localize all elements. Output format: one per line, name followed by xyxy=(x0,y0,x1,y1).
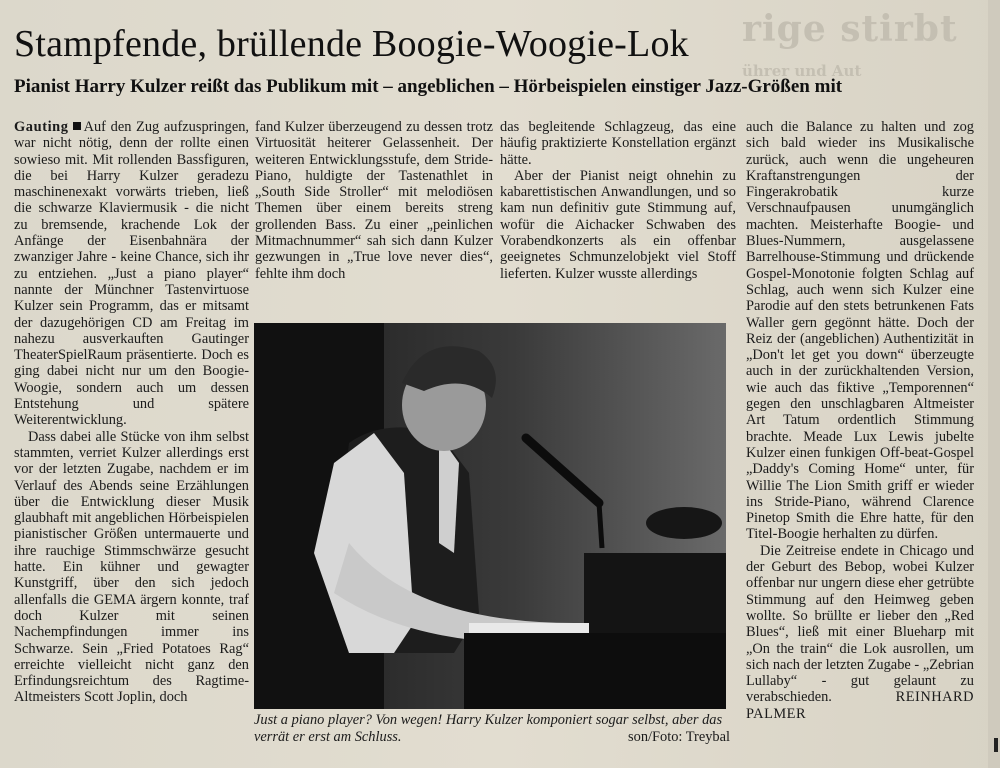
article-paragraph: fand Kulzer überzeugend zu dessen trotz Virtuosität heiterer Gelassenheit. Der weiteren Entwicklungsstufe, dem Stride-Piano, huldigte der Tastenathlet in „South Side Stroller“ mit melodiösen Themen über einem bereits streng grollenden Bass. Zu einer „peinlichen Mitmachnummer“ sah sich dann Kulzer gezwungen in „True love never dies“, fehlte ihm doch xyxy=(255,119,493,282)
dateline-square-icon xyxy=(73,122,81,130)
piano-keys xyxy=(469,623,589,633)
bleed-through-subline: ührer und Aut xyxy=(742,62,862,80)
paper-edge xyxy=(988,0,1000,768)
microphone-stand xyxy=(599,503,602,548)
article-column-3 xyxy=(500,119,736,282)
pianist-photo-illustration xyxy=(254,323,726,709)
article-column-2 xyxy=(255,119,493,282)
piano-lid xyxy=(584,553,726,633)
hat xyxy=(646,507,722,539)
article-paragraph xyxy=(746,543,974,722)
article-paragraph: auch die Balance zu halten und zog sich bald wieder ins Musikalische zurück, auch wenn die ungeheuren Kraftanstrengungen der Fingerakrobatik kurze Verschnaufpausen unumgänglich machten. Meisterhafte Boogie- und Blues-Nummern, ausgelassene Barrelhouse-Stimmung und drückende Gospel-Monotonie folgten Schlag auf Schlag, auch wenn sich Kulzer eine Parodie auf den stets betrunkenen Fats Waller gern gegönnt hätte. Doch der Reiz der (angeblichen) Authentizität in „Don't let get you down“ überzeugte auch in der zurückhaltenden Version, wie auch das fiktive „Temporennen“ gegen den unschlagbaren Altmeister Art Tatum ordentlich Stimmung brachte. Meade Lux Lewis jubelte Kulzer einen funkigen Off-beat-Gospel „Daddy's Coming Home“ unter, für Willie The Lion Smith griff er wieder ins Stride-Piano, während Clarence Pinetop Smith die Ehre hatte, für den Titel-Boogie herhalten zu dürfen. xyxy=(746,119,974,543)
author-byline: REINHARD PALMER xyxy=(746,689,974,722)
article-column-1 xyxy=(14,119,249,759)
article-subheadline: Pianist Harry Kulzer reißt das Publikum mit – angeblichen – Hörbeispielen einstiger Jazz-Größen mit xyxy=(14,76,843,97)
caption-text: Just a piano player? Von wegen! Harry Kulzer komponiert sogar selbst, aber das verrät er erst am Schluss. xyxy=(254,712,723,745)
piano-body xyxy=(464,633,726,709)
article-paragraph: das begleitende Schlagzeug, das eine häufig praktizierte Konstellation ergänzt hätte. xyxy=(500,119,736,168)
paragraph-text: Die Zeitreise endete in Chicago und der Geburt des Bebop, wobei Kulzer offenbar nur ungern diese eher getrübte Stimmung auf den Heimweg geben wollte. So brüllte er lieber den „Red Blues“, ließ mit einer Blueharp mit „On the train“ die Lok ausrollen, um sich nach der letzten Zugabe - „Zebrian Lullaby“ - gut gelaunt zu verabschieden. xyxy=(746,542,974,706)
article-paragraph: Aber der Pianist neigt ohnehin zu kabarettistischen Anwandlungen, und so kam nun definitiv gute Stimmung auf, wofür die Aichacker Schwaben des Vorabendkonzerts als ein offenbar geeignetes Schmunzelobjekt viel Stoff lieferten. Kulzer wusste allerdings xyxy=(500,167,736,282)
dateline: Gauting xyxy=(14,119,69,135)
article-headline: Stampfende, brüllende Boogie-Woogie-Lok xyxy=(14,23,689,65)
photo-caption xyxy=(254,712,730,745)
article-column-4 xyxy=(746,119,974,722)
paragraph-text: Auf den Zug aufzuspringen, war nicht nötig, denn der rollte einen sowieso mit. Mit rollenden Bassfiguren, die bei Harry Kulzer geradezu maschinenexakt vorwärts trieben, ließ die schwarze Klaviermusik - die nicht zu bremsende, krachende Lok der Anfänge der Eisenbahnära der zwanziger Jahre - keine Chance, sich ihr zu entziehen. „Just a piano player“ nannte der Münchner Tastenvirtuose Kulzer sein Programm, das er mitsamt der dazugehörigen CD am Freitag im nahezu ausverkauften Gautinger TheaterSpielRaum präsentierte. Doch es ging dabei nicht nur um den Boogie-Woogie, sondern auch um dessen Entstehung und spätere Weiterentwicklung. xyxy=(14,119,249,429)
edge-mark xyxy=(994,738,998,752)
bleed-through-headline: rige stirbt xyxy=(742,8,958,50)
article-paragraph xyxy=(14,119,249,429)
photo-credit: son/Foto: Treybal xyxy=(628,728,730,745)
article-paragraph: Dass dabei alle Stücke von ihm selbst stammten, verriet Kulzer allerdings erst vor der letzten Zugabe, nachdem er im Verlauf des Abends seine Erzählungen über die Entwicklung dieser Musik glaubhaft mit angeblichen Hörbeispielen pianistischer Größen untermauerte und ihre rauchige Stimmschwärze gesucht hatte. Ein kühner und gewagter Kunstgriff, über den sich jedoch allenfalls die GEMA ärgern konnte, traf doch Kulzer mit seinen Nachempfindungen immer ins Schwarze. Sein „Fried Potatoes Rag“ erreichte vielleicht nicht ganz den Erfindungsreichtum des Ragtime-Altmeisters Scott Joplin, doch xyxy=(14,428,249,706)
article-photo xyxy=(254,323,726,709)
